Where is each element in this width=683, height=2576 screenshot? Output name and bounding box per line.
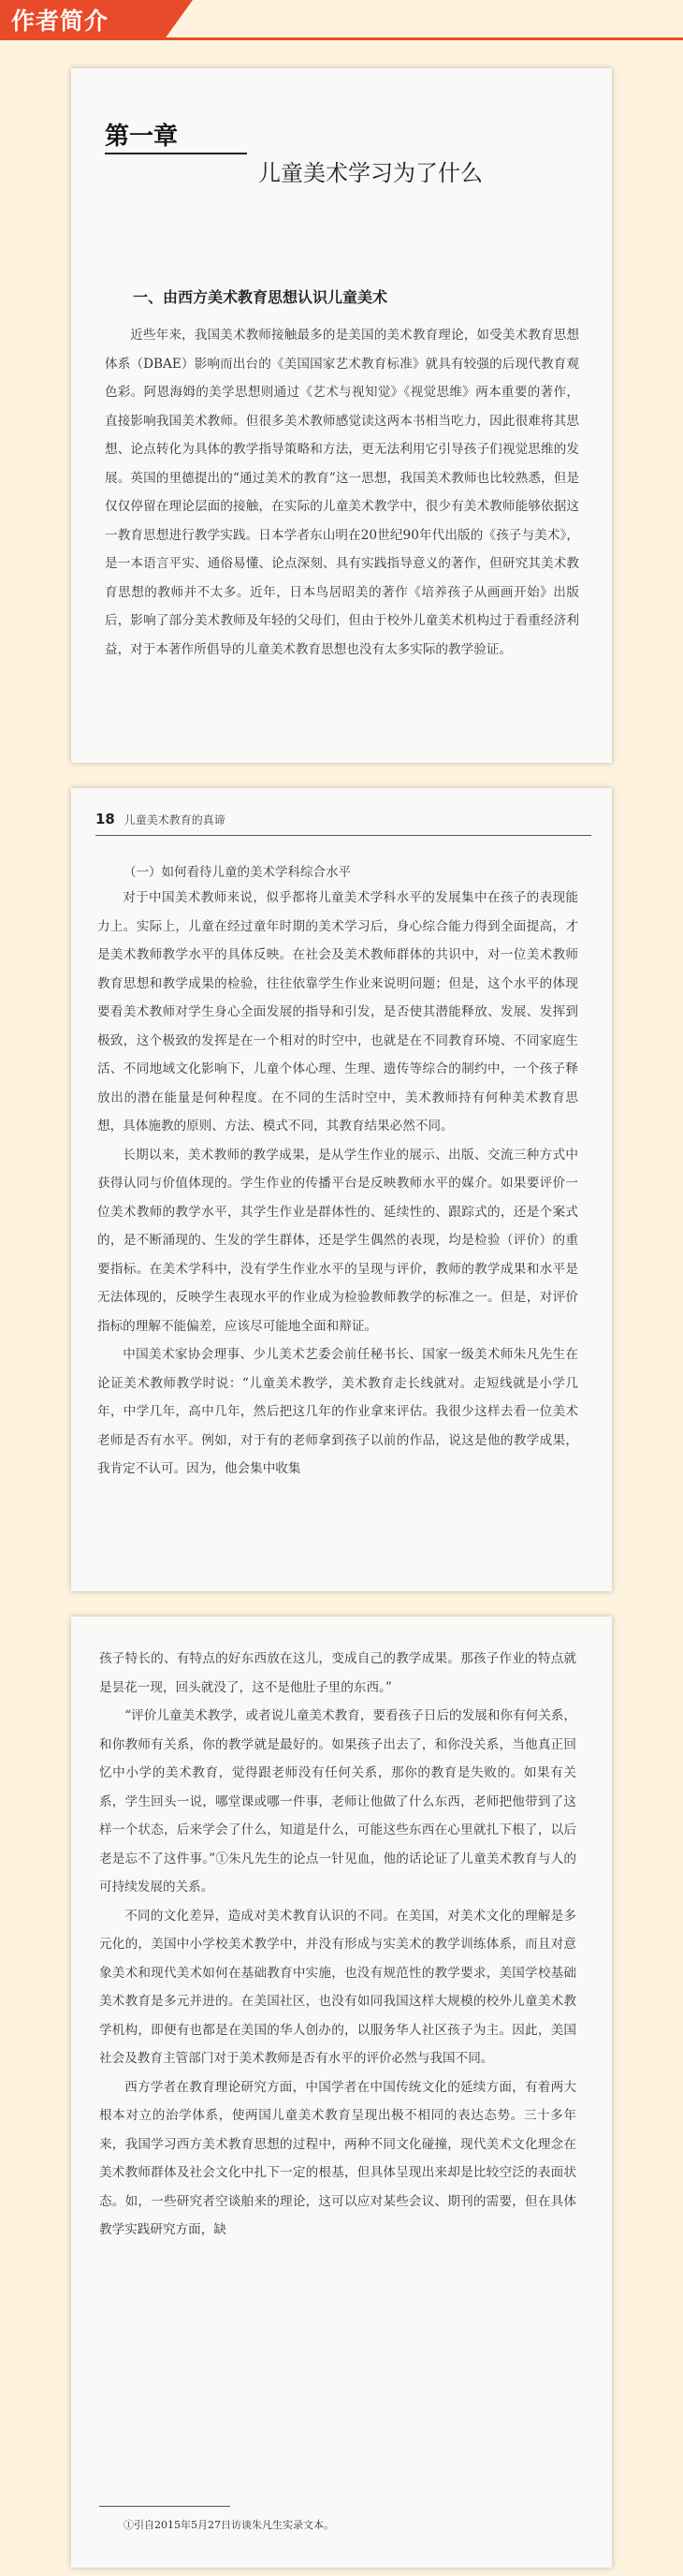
footnote-rule	[99, 2506, 230, 2507]
page-3-body	[99, 1645, 576, 2245]
paragraph: 西方学者在教育理论研究方面，中国学者在中国传统文化的延续方面，有着两大根本对立的治学体系，使两国儿童美术教育呈现出极不相同的表达态势。三十多年来，我国学习西方美术教育思想的过程中，两种不同文化碰撞，现代美术文化理念在美术教师群体及社会文化中扎下一定的根基，但具体呈现出来却是比较空泛的表面状态。如，一些研究者空谈舶来的理论，这可以应对某些会议、期刊的需要，但在具体教学实践研究方面，缺	[99, 2079, 576, 2237]
paragraph: 中国美术家协会理事、少儿美术艺委会前任秘书长、国家一级美术师朱凡先生在论证美术教师教学时说：“儿童美术教学，美术教育走长线就对。走短线就是小学几年，中学几年，高中几年，然后把这几年的作业拿来评估。我很少这样去看一位美术老师是否有水平。例如，对于有的老师拿到孩子以前的作品，说这是他的教学成果，我肯定不认可。因为，他会集中收集	[97, 1347, 578, 1476]
header-title: 作者简介	[11, 7, 109, 35]
book-page-3	[71, 1617, 612, 2568]
paragraph: 长期以来，美术教师的教学成果，是从学生作业的展示、出版、交流三种方式中获得认同与价值体现的。学生作业的传播平台是反映教师水平的媒介。如果要评价一位美术教师的教学水平，其学生作业是群体性的、延续性的、跟踪式的，还是个案式的，是不断涌现的、生发的学生群体，还是学生偶然的表现，均是检验（评价）的重要指标。在美术学科中，没有学生作业水平的呈现与评价，教师的教学成果和水平是无法体现的，反映学生表现水平的作业成为检验教师教学的标准之一。但是，对评价指标的理解不能偏差，应该尽可能地全面和辩证。	[97, 1147, 578, 1334]
page-number: 18	[95, 811, 115, 827]
section-title: 一、由西方美术教育思想认识儿童美术	[133, 288, 388, 306]
chapter-label: 第一章	[105, 123, 179, 151]
running-head-title: 儿童美术教育的真谛	[124, 813, 225, 827]
paragraph: 近些年来，我国美术教师接触最多的是美国的美术教育理论，如受美术教育思想体系（DBAE）影响而出台的《美国国家艺术教育标准》就具有较强的后现代教育观色彩。阿恩海姆的美学思想则通过《艺术与视知觉》《视觉思维》两本重要的著作，直接影响我国美术教师。但很多美术教师感觉读这两本书相当吃力，因此很难将其思想、论点转化为具体的教学指导策略和方法，更无法利用它引导孩子们视觉思维的发展。英国的里德提出的“通过美术的教育”这一思想，我国美术教师也比较熟悉，但是仅仅停留在理论层面的接触，在实际的儿童美术教学中，很少有美术教师能够依据这一教育思想进行教学实践。日本学者东山明在20世纪90年代出版的《孩子与美术》，是一本语言平实、通俗易懂、论点深刻、具有实践指导意义的著作，但研究其美术教育思想的教师并不太多。近年，日本鸟居昭美的著作《培养孩子从画画开始》出版后，影响了部分美术教师及年轻的父母们，但由于校外儿童美术机构过于看重经济利益，对于本著作所倡导的儿童美术教育思想也没有太多实际的教学验证。	[105, 328, 579, 657]
footnote: ①引自2015年5月27日访谈朱凡生实录文本。	[124, 2519, 334, 2531]
chapter-rule	[105, 153, 247, 154]
paragraph: 孩子特长的、有特点的好东西放在这儿，变成自己的教学成果。那孩子作业的特点就是昙花一现，回头就没了，这不是他肚子里的东西。”	[99, 1651, 576, 1695]
book-page-1	[71, 68, 612, 763]
chapter-title: 儿童美术学习为了什么	[258, 160, 483, 186]
running-head-rule	[95, 835, 591, 836]
subsection-title: （一）如何看待儿童的美术学科综合水平	[124, 865, 351, 880]
paragraph: 对于中国美术教师来说，似乎都将儿童美术学科水平的发展集中在孩子的表现能力上。实际上，儿童在经过童年时期的美术学习后，身心综合能力得到全面提高，才是美术教师教学水平的具体反映。在社会及美术教师群体的共识中，对一位美术教师教育思想和教学成果的检验，往往依靠学生作业来说明问题；但是，这个水平的体现要看美术教师对学生身心全面发展的指导和引发，是否使其潜能释放、发展、发挥到极致，这个极致的发挥是在一个相对的时空中，也就是在不同教育环境、不同家庭生活、不同地域文化影响下，儿童个体心理、生理、遗传等综合的制约中，一个孩子释放出的潜在能量是何种程度。在不同的生活时空中，美术教师持有何种美术教育思想，具体施教的原则、方法、模式不同，其教育结果必然不同。	[97, 890, 578, 1134]
book-page-2	[71, 788, 612, 1591]
running-head	[95, 811, 225, 827]
page-2-body	[97, 884, 578, 1484]
paragraph: “评价儿童美术教学，或者说儿童美术教育，要看孩子日后的发展和你有何关系，和你教师有关系，你的教学就是最好的。如果孩子出去了，和你没关系，当他真正回忆中小学的美术教育，觉得跟老师没有任何关系，那你的教育是失败的。如果有关系，学生回头一说，哪堂课或哪一件事，老师让他做了什么东西，老师把他带到了这样一个状态，后来学会了什么，知道是什么，可能这些东西在心里就扎下根了，以后老是忘不了这件事。”①朱凡先生的论点一针见血，他的话论证了儿童美术教育与人的可持续发展的关系。	[99, 1708, 576, 1895]
paragraph: 不同的文化差异，造成对美术教育认识的不同。在美国，对美术文化的理解是多元化的，美国中小学校美术教学中，并没有形成与实美术的教学训练体系，而且对意象美术和现代美术如何在基础教育中实施，也没有规范性的教学要求，美国学校基础美术教育是多元并进的。在美国社区，也没有如同我国这样大规模的校外儿童美术教学机构，即便有也都是在美国的华人创办的，以服务华人社区孩子为主。因此，美国社会及教育主管部门对于美术教师是否有水平的评价必然与我国不同。	[99, 1908, 576, 2066]
page-1-body	[105, 321, 579, 664]
header-band	[0, 0, 683, 40]
